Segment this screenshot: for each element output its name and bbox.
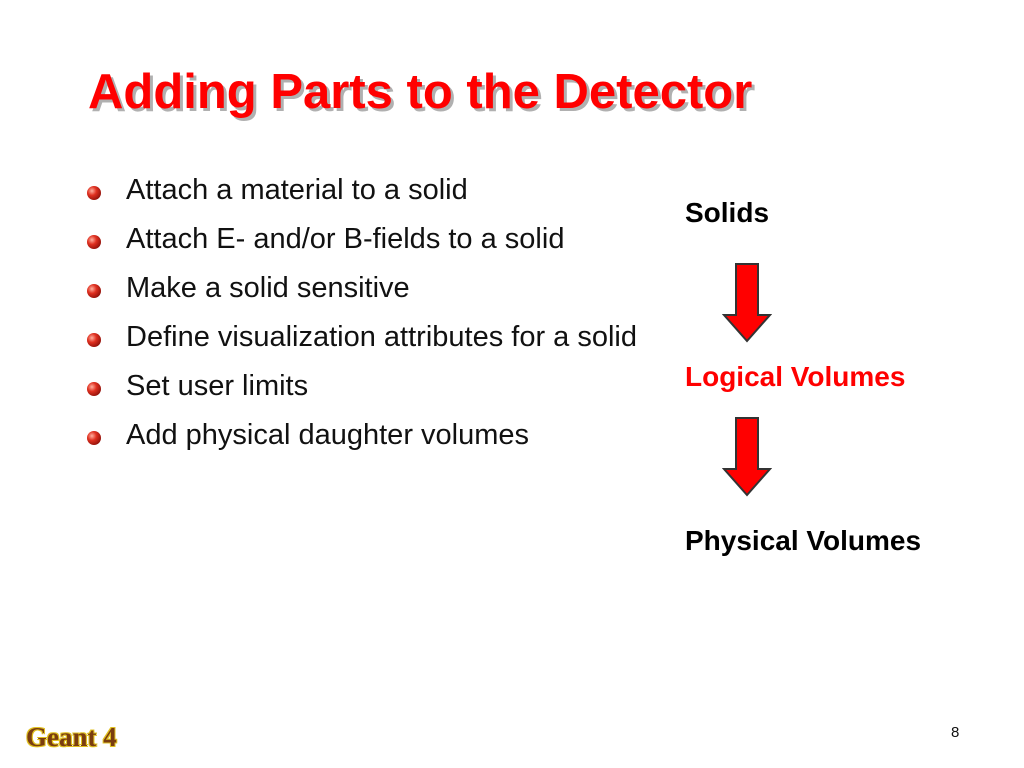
bullet-list — [86, 170, 656, 464]
bullet-item — [86, 219, 656, 259]
red-sphere-bullet-icon — [87, 186, 101, 200]
red-sphere-bullet-icon — [87, 235, 101, 249]
bullet-text: Attach a material to a solid — [126, 174, 468, 206]
geant4-logo: Geant 4 — [26, 722, 117, 752]
page-number: 8 — [951, 724, 960, 741]
bullet-text: Add physical daughter volumes — [126, 419, 530, 451]
red-sphere-bullet-icon — [87, 382, 101, 396]
red-sphere-bullet-icon — [87, 284, 101, 298]
bullet-item — [86, 317, 656, 357]
red-sphere-bullet-icon — [87, 333, 101, 347]
bullet-item — [86, 268, 656, 308]
bullet-text: Set user limits — [126, 370, 309, 402]
flow-label-solids: Solids — [685, 197, 770, 228]
down-arrow-icon — [722, 263, 772, 343]
bullet-item — [86, 415, 656, 455]
bullet-item — [86, 366, 656, 406]
down-arrow-icon — [722, 417, 772, 497]
bullet-item — [86, 170, 656, 210]
bullet-text: Make a solid sensitive — [126, 272, 410, 304]
flow-label-physical-volumes: Physical Volumes — [685, 525, 922, 556]
bullet-text: Attach E- and/or B-fields to a solid — [126, 223, 565, 255]
flow-label-logical-volumes: Logical Volumes — [685, 361, 906, 392]
bullet-text: Define visualization attributes for a solid — [126, 321, 637, 353]
slide-title: Adding Parts to the Detector — [88, 65, 753, 119]
red-sphere-bullet-icon — [87, 431, 101, 445]
